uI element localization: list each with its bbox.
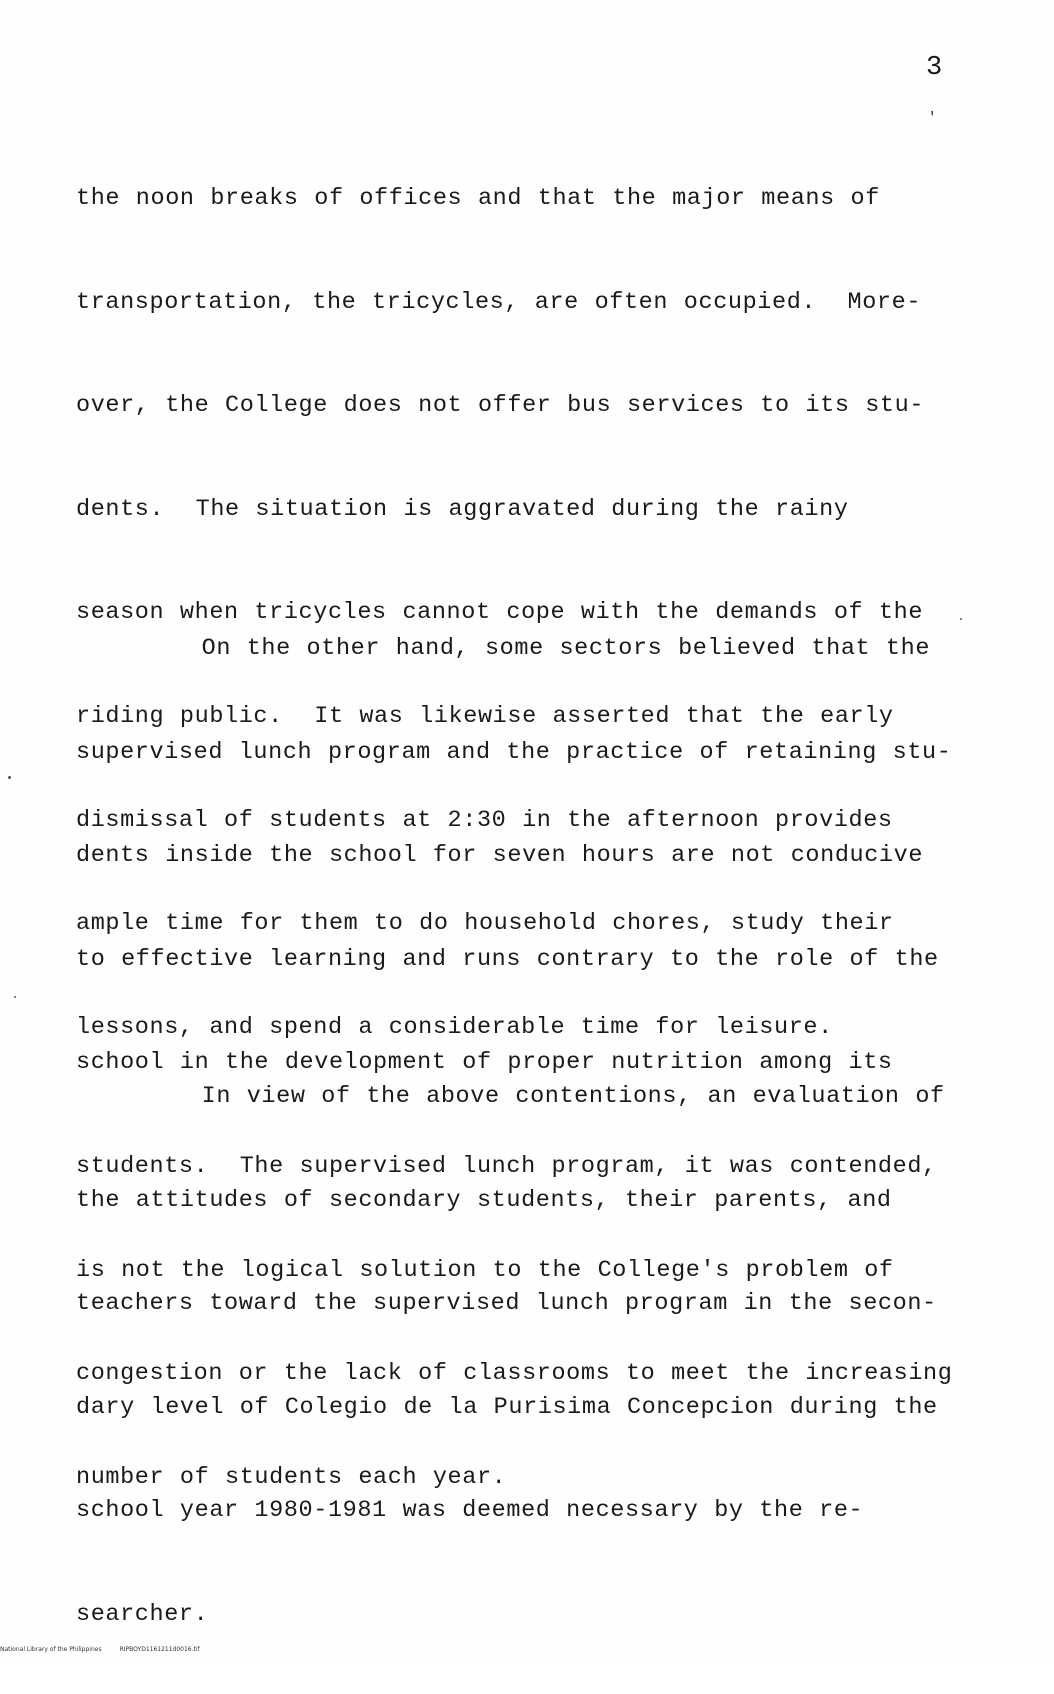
text-line: the attitudes of secondary students, their parents, and bbox=[76, 1186, 892, 1214]
text-line: teachers toward the supervised lunch program in the secon- bbox=[76, 1290, 937, 1318]
paragraph-3 bbox=[76, 1018, 976, 1694]
text-line: supervised lunch program and the practice of retaining stu- bbox=[76, 738, 952, 766]
text-line: searcher. bbox=[76, 1600, 209, 1628]
text-line: ample time for them to do household chores, study their bbox=[76, 910, 894, 938]
scan-speck bbox=[960, 618, 962, 620]
text-line: dary level of Colegio de la Purisima Concepcion during the bbox=[76, 1393, 938, 1421]
text-line: number of students each year. bbox=[76, 1463, 507, 1491]
text-line: congestion or the lack of classrooms to meet the increasing bbox=[76, 1360, 953, 1388]
text-line: to effective learning and runs contrary to the role of the bbox=[76, 945, 939, 973]
text-line: school in the development of proper nutrition among its bbox=[76, 1049, 893, 1077]
text-line: riding public. It was likewise asserted that the early bbox=[76, 702, 894, 730]
tick-mark: ' bbox=[928, 110, 937, 126]
text-line: over, the College does not offer bus services to its stu- bbox=[76, 392, 925, 420]
text-line: school year 1980-1981 was deemed necessary by the re- bbox=[76, 1497, 864, 1525]
text-line: season when tricycles cannot cope with the demands of the bbox=[76, 599, 924, 627]
scan-footer bbox=[0, 1646, 218, 1653]
footer-file-id: RIPBOYD1161211d0016.tif bbox=[119, 1646, 200, 1653]
text-line: On the other hand, some sectors believed that the bbox=[76, 635, 931, 662]
scan-speck bbox=[8, 776, 11, 779]
text-line: In view of the above contentions, an evaluation of bbox=[76, 1083, 945, 1110]
page-number: 3 bbox=[926, 53, 943, 83]
scan-speck bbox=[14, 996, 16, 998]
text-line: is not the logical solution to the College's problem of bbox=[76, 1256, 894, 1284]
text-line: the noon breaks of offices and that the major means of bbox=[76, 185, 880, 212]
text-line: transportation, the tricycles, are often occupied. More- bbox=[76, 288, 922, 316]
footer-library: National Library of the Philippines bbox=[0, 1646, 102, 1653]
text-line: dismissal of students at 2:30 in the afternoon provides bbox=[76, 806, 893, 834]
text-line: dents inside the school for seven hours are not conducive bbox=[76, 842, 924, 870]
text-line: dents. The situation is aggravated during the rainy bbox=[76, 495, 849, 523]
text-line: lessons, and spend a considerable time for leisure. bbox=[76, 1013, 833, 1041]
text-line: students. The supervised lunch program, it was contended, bbox=[76, 1152, 937, 1180]
